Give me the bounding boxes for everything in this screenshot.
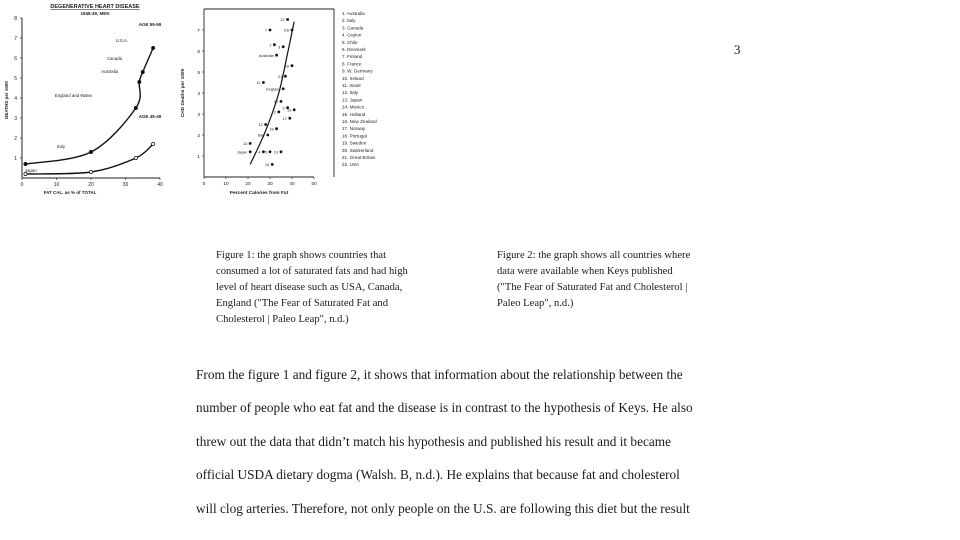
- y-tick-label: 4: [197, 92, 200, 97]
- data-point: [288, 117, 291, 120]
- data-point: [291, 29, 294, 32]
- point-label: 18: [269, 127, 274, 132]
- legend-entry: 16. New Zealand: [342, 119, 377, 124]
- legend-entry: 2. Italy: [342, 18, 356, 24]
- data-point: [293, 108, 296, 111]
- point-label: 5: [264, 150, 267, 155]
- x-tick-label: 40: [289, 182, 295, 187]
- caption-line: Paleo Leap", n.d.): [497, 298, 574, 309]
- y-tick-label: 5: [14, 76, 17, 82]
- y-tick-label: 7: [197, 29, 200, 34]
- x-axis-label: Percent Calories from Fat: [229, 191, 289, 196]
- data-point: [277, 111, 280, 114]
- chart-subtitle: 1948-49, MEN: [80, 11, 110, 16]
- legend-entry: 8. France: [342, 61, 362, 67]
- data-point: [89, 170, 92, 173]
- legend-entry: 19. Sweden: [342, 140, 367, 146]
- x-tick-label: 20: [245, 182, 251, 187]
- data-point: [249, 142, 252, 145]
- figure-2-chart: [174, 5, 394, 205]
- legend-entry: 17. Norway: [342, 126, 366, 132]
- figure-1-caption: [216, 248, 408, 328]
- data-point: [266, 134, 269, 137]
- caption-line: England ("The Fear of Saturated Fat and: [216, 298, 389, 309]
- x-tick-label: 50: [311, 182, 317, 187]
- body-line: will clog arteries. Therefore, not only people on the U.S. are following this diet but the result: [196, 500, 690, 516]
- data-point: [262, 81, 265, 84]
- legend-entry: 18. Portugal: [342, 133, 367, 139]
- page-number: 3: [734, 42, 741, 57]
- x-axis-label: FAT CAL. as % of TOTAL: [43, 190, 97, 195]
- x-tick-label: 10: [53, 182, 60, 188]
- y-tick-label: 4: [14, 96, 17, 102]
- point-label: 9: [282, 106, 285, 111]
- data-point: [271, 163, 274, 166]
- data-point: [269, 29, 272, 32]
- caption-line: data were available when Keys published: [497, 266, 673, 277]
- legend-entry: 10. Ireland: [342, 75, 364, 81]
- legend-entry: 20. Switzerland: [342, 147, 374, 153]
- legend-entry: 11. Israel: [342, 83, 361, 88]
- country-annotation: U.S.A.: [115, 38, 128, 43]
- point-label: 17: [282, 116, 287, 121]
- y-axis-label: DEATHS per 1000: [4, 81, 9, 119]
- y-tick-label: 3: [14, 116, 17, 122]
- y-tick-label: 6: [14, 56, 17, 62]
- y-axis-label: CHD Deaths per 1000: [181, 68, 186, 118]
- legend-entry: 7. Finland: [342, 54, 363, 60]
- data-point: [284, 75, 287, 78]
- data-point: [286, 18, 289, 21]
- data-point: [269, 150, 272, 153]
- data-point: [280, 100, 283, 103]
- data-point: [273, 43, 276, 46]
- caption-line: ("The Fear of Saturated Fat and Cholesterol |: [497, 282, 688, 293]
- point-label: 3: [278, 45, 281, 50]
- x-tick-label: 10: [223, 182, 229, 187]
- data-point: [264, 123, 267, 126]
- point-label: US: [283, 28, 289, 33]
- data-point: [282, 87, 285, 90]
- caption-line: Cholesterol | Paleo Leap", n.d.): [216, 314, 349, 325]
- body-line: number of people who eat fat and the disease is in contrast to the hypothesis of Keys. He also: [196, 400, 693, 416]
- figure-2-caption: [497, 248, 690, 312]
- point-label: 4: [258, 150, 261, 155]
- body-line: From the figure 1 and figure 2, it shows that information about the relationship between the: [196, 367, 683, 382]
- point-label: 11: [256, 81, 261, 86]
- legend-entry: 21. Great Britain: [342, 155, 376, 160]
- legend-entry: 4. Ceylon: [342, 32, 362, 38]
- data-point: [152, 46, 155, 49]
- data-point: [24, 162, 27, 165]
- series-label: AGE 55-59: [138, 22, 162, 27]
- series-label: AGE 45-49: [138, 114, 162, 119]
- point-label: 7: [264, 28, 267, 33]
- data-point: [282, 45, 285, 48]
- data-point: [89, 150, 92, 153]
- body-paragraph: [196, 358, 746, 525]
- data-point: [141, 70, 144, 73]
- data-point: [280, 150, 283, 153]
- data-point: [275, 54, 278, 57]
- point-label: 13: [242, 142, 248, 146]
- legend-entry: 9. W. Germany: [342, 68, 373, 74]
- legend-entry: 13. Japan: [342, 97, 363, 103]
- point-label: 2: [273, 110, 276, 115]
- legend-entry: 3. Canada: [342, 25, 364, 31]
- body-line: official USDA dietary dogma (Walsh. B, n.d.). He explains that because fat and cholesterol: [196, 467, 680, 483]
- y-tick-label: 5: [197, 71, 200, 76]
- point-label: 16: [284, 64, 289, 69]
- legend-entry: 12. Italy: [342, 90, 359, 96]
- country-annotation: Canada: [106, 56, 122, 61]
- point-label: 22: [280, 18, 285, 23]
- point-label: 21: [278, 74, 283, 79]
- point-label: Australia: [258, 53, 274, 58]
- point-label: 14: [264, 163, 270, 167]
- x-tick-label: 30: [122, 182, 129, 188]
- point-label: Japan: [236, 150, 248, 155]
- point-label: 1: [269, 43, 272, 48]
- legend-entry: 14. Mexico: [342, 104, 365, 110]
- y-tick-label: 1: [14, 156, 17, 162]
- data-point: [275, 127, 278, 130]
- legend-entry: 22. USA: [342, 162, 360, 168]
- point-label: 12: [258, 123, 263, 128]
- figure-1-chart: [0, 0, 170, 205]
- caption-line: Figure 1: the graph shows countries that: [216, 250, 387, 261]
- data-point: [249, 150, 252, 153]
- legend-entry: 6. Denmark: [342, 47, 366, 52]
- country-annotation: Australia: [101, 69, 118, 74]
- series-line: [25, 144, 153, 174]
- point-label: 20: [273, 100, 278, 104]
- y-tick-label: 6: [197, 50, 200, 55]
- x-tick-label: 40: [157, 182, 163, 188]
- point-label: England: [266, 87, 281, 92]
- country-annotation: Japan: [25, 168, 37, 173]
- data-point: [134, 106, 137, 109]
- body-line: threw out the data that didn’t match his hypothesis and published his result and it became: [196, 433, 672, 449]
- country-annotation: England and Wales: [54, 93, 92, 98]
- country-annotation: Italy: [57, 144, 65, 149]
- point-label: 10: [273, 150, 278, 155]
- x-tick-label: 0: [202, 182, 206, 187]
- series-line: [25, 48, 153, 164]
- caption-line: level of heart disease such as USA, Canada,: [216, 282, 403, 293]
- legend-entry: 15. Holland: [342, 111, 366, 117]
- trend-line: [250, 22, 294, 165]
- point-label: Italy: [257, 133, 265, 138]
- data-point: [134, 156, 137, 159]
- legend-entry: 5. Chile: [342, 39, 358, 45]
- y-tick-label: 3: [197, 113, 200, 118]
- y-tick-label: 7: [14, 36, 17, 42]
- x-tick-label: 0: [20, 182, 24, 188]
- y-tick-label: 2: [14, 136, 17, 142]
- caption-line: consumed a lot of saturated fats and had high: [216, 266, 408, 277]
- point-label: 19: [286, 108, 292, 113]
- caption-line: Figure 2: the graph shows all countries where: [497, 250, 691, 261]
- y-tick-label: 1: [197, 155, 200, 160]
- y-tick-label: 8: [14, 16, 17, 22]
- data-point: [152, 142, 155, 145]
- data-point: [138, 80, 141, 83]
- x-tick-label: 20: [88, 182, 94, 188]
- y-tick-label: 2: [197, 134, 200, 139]
- legend-entry: 1. Australia: [342, 11, 365, 16]
- data-point: [291, 64, 294, 67]
- x-tick-label: 30: [267, 182, 273, 187]
- chart-title: DEGENERATIVE HEART DISEASE: [50, 4, 140, 10]
